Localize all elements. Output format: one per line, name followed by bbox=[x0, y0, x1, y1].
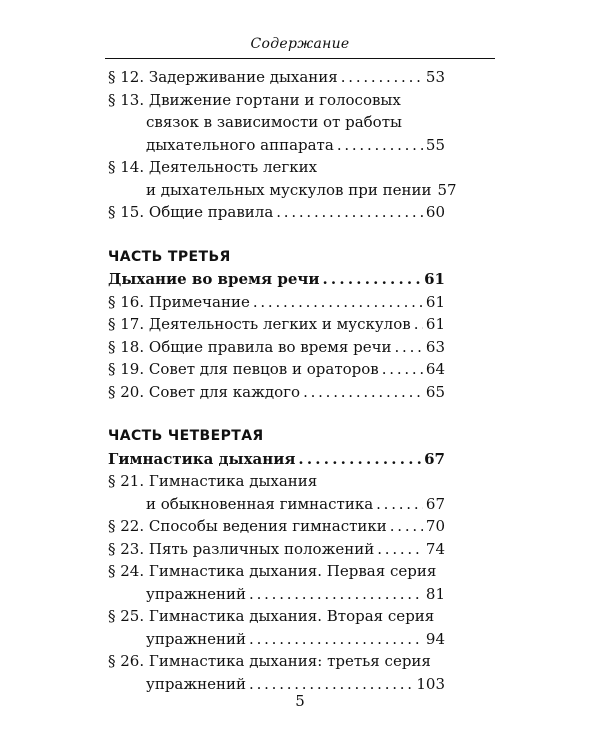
toc-entry-last-line bbox=[108, 336, 445, 359]
toc-entry-line: § 21. Гимнастика дыхания bbox=[108, 472, 318, 490]
toc-entry-last-line bbox=[108, 515, 445, 538]
part4-subtitle-page: 67 bbox=[424, 449, 445, 468]
toc-entry-last-line bbox=[108, 201, 445, 224]
part3-title: ЧАСТЬ ТРЕТЬЯ bbox=[108, 248, 231, 265]
toc-entry-page: 64 bbox=[425, 360, 445, 378]
toc-entry[interactable] bbox=[108, 538, 445, 561]
dot-leader bbox=[337, 134, 423, 157]
toc-entry[interactable] bbox=[108, 201, 445, 224]
toc-entry-last-line bbox=[108, 583, 445, 606]
page-number: 5 bbox=[295, 692, 305, 710]
dot-leader bbox=[395, 336, 423, 359]
dot-leader bbox=[377, 538, 423, 561]
toc-entry[interactable] bbox=[108, 66, 445, 89]
toc-entry-text: § 19. Совет для певцов и ораторов bbox=[108, 360, 379, 378]
toc-entry-page: 67 bbox=[425, 494, 445, 513]
toc-entry-last-line bbox=[108, 179, 457, 202]
toc-entry-last-line bbox=[108, 381, 445, 404]
toc-entry-line: § 25. Гимнастика дыхания. Вторая серия bbox=[108, 607, 435, 625]
toc-entry-page: 103 bbox=[416, 674, 445, 693]
toc-entry-line: § 14. Деятельность легких bbox=[108, 158, 318, 176]
dot-leader bbox=[303, 381, 423, 404]
dot-leader bbox=[253, 291, 423, 314]
toc-entry-page: 81 bbox=[425, 584, 445, 603]
dot-leader bbox=[276, 201, 423, 224]
toc-entry-page: 65 bbox=[425, 382, 445, 401]
toc-entry[interactable] bbox=[108, 291, 445, 314]
toc-entry-text: § 17. Деятельность легких и мускулов bbox=[108, 315, 411, 333]
toc-entry-last-line bbox=[108, 291, 445, 314]
toc-entry-text: упражнений bbox=[146, 629, 247, 648]
toc-entry-last-line bbox=[108, 538, 445, 561]
dot-leader bbox=[382, 358, 423, 381]
section-gap bbox=[108, 403, 445, 425]
toc-entry[interactable] bbox=[108, 358, 445, 381]
toc-entry-page: 61 bbox=[425, 292, 445, 311]
toc-entry-page: 63 bbox=[425, 337, 445, 356]
toc-entry-text: § 16. Примечание bbox=[108, 292, 250, 311]
part4-subtitle-row[interactable] bbox=[108, 448, 445, 471]
table-of-contents bbox=[108, 66, 457, 695]
part3-subtitle-page: 61 bbox=[424, 270, 445, 288]
toc-entry-line: § 26. Гимнастика дыхания: третья серия bbox=[108, 652, 431, 670]
toc-entry-text: § 23. Пять различных положений bbox=[108, 539, 375, 558]
toc-entry-line: § 13. Движение гортани и голосовых bbox=[108, 90, 401, 109]
toc-entry[interactable] bbox=[108, 89, 445, 157]
toc-entry[interactable] bbox=[108, 605, 445, 650]
part3-subtitle: Дыхание во время речи bbox=[108, 270, 320, 288]
toc-entry-page: 60 bbox=[425, 203, 445, 221]
toc-entry-last-line bbox=[108, 313, 445, 336]
part4-entries bbox=[108, 470, 445, 695]
part2-entries bbox=[108, 66, 457, 224]
toc-entry-text: § 20. Совет для каждого bbox=[108, 382, 301, 401]
toc-entry[interactable] bbox=[108, 470, 445, 515]
toc-entry-text: и обыкновенная гимнастика bbox=[146, 494, 374, 513]
toc-entry-page: 70 bbox=[425, 517, 445, 535]
toc-entry-page: 94 bbox=[425, 629, 445, 648]
toc-entry[interactable] bbox=[108, 515, 445, 538]
toc-entry[interactable] bbox=[108, 336, 445, 359]
toc-entry-text: дыхательного аппарата bbox=[146, 135, 334, 154]
dot-leader bbox=[249, 583, 423, 606]
toc-entry-last-line bbox=[108, 134, 445, 157]
toc-entry-page: 57 bbox=[437, 180, 457, 199]
toc-entry[interactable] bbox=[108, 156, 457, 201]
dot-leader bbox=[376, 493, 423, 516]
toc-entry-page: 74 bbox=[425, 539, 445, 558]
toc-entry-text: § 18. Общие правила во время речи bbox=[108, 337, 392, 356]
dot-leader bbox=[341, 66, 423, 89]
toc-entry-page: 55 bbox=[425, 135, 445, 154]
toc-entry-text: и дыхательных мускулов при пении bbox=[146, 180, 432, 199]
toc-entry-line: связок в зависимости от работы bbox=[146, 113, 402, 131]
dot-leader bbox=[298, 448, 421, 471]
toc-entry-page: 61 bbox=[425, 315, 445, 333]
dot-leader bbox=[414, 313, 423, 336]
section-gap bbox=[108, 224, 445, 246]
running-title: Содержание bbox=[250, 36, 350, 52]
toc-entry[interactable] bbox=[108, 381, 445, 404]
toc-entry[interactable] bbox=[108, 313, 445, 336]
toc-entry-text: упражнений bbox=[146, 584, 247, 603]
dot-leader bbox=[249, 628, 423, 651]
toc-entry-last-line bbox=[108, 66, 445, 89]
toc-entry-last-line bbox=[108, 358, 445, 381]
toc-entry-text: § 22. Способы ведения гимнастики bbox=[108, 517, 387, 535]
toc-entry[interactable] bbox=[108, 650, 445, 695]
toc-entry-last-line bbox=[108, 493, 445, 516]
part4-subtitle: Гимнастика дыхания bbox=[108, 449, 296, 468]
part3-subtitle-row[interactable] bbox=[108, 268, 445, 291]
part4-title: ЧАСТЬ ЧЕТВЕРТАЯ bbox=[108, 428, 264, 444]
toc-entry[interactable] bbox=[108, 560, 445, 605]
header-rule bbox=[105, 58, 495, 59]
toc-entry-text: упражнений bbox=[146, 674, 247, 693]
toc-entry-line: § 24. Гимнастика дыхания. Первая серия bbox=[108, 562, 437, 580]
toc-entry-text: § 15. Общие правила bbox=[108, 203, 274, 221]
dot-leader bbox=[322, 268, 421, 291]
part3-entries bbox=[108, 291, 445, 404]
toc-entry-last-line bbox=[108, 628, 445, 651]
toc-entry-text: § 12. Задерживание дыхания bbox=[108, 68, 338, 86]
dot-leader bbox=[390, 515, 423, 538]
toc-entry-page: 53 bbox=[425, 68, 445, 86]
